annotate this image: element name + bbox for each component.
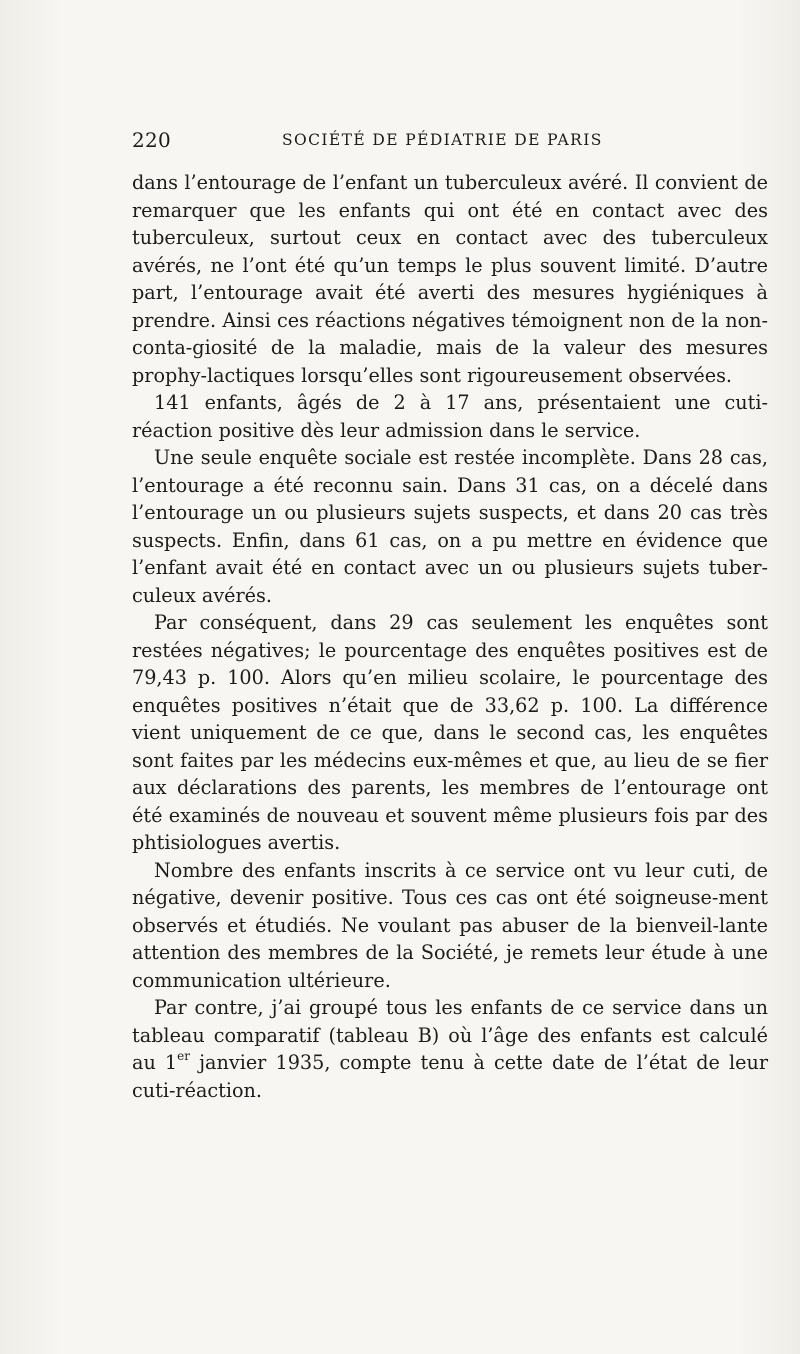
paragraph-comparative-table: [132, 994, 768, 1104]
paragraph-admission: 141 enfants, âgés de 2 à 17 ans, présentaient une cuti-réaction positive dès leur admission dans le service.: [132, 391, 768, 442]
paragraph-percentages: Par conséquent, dans 29 cas seulement les enquêtes sont restées négatives; le pourcentage des enquêtes positives est de 79,43 p. 100. Alors qu’en milieu scolaire, le pourcentage des enquêtes positives n’était que de 33,62 p. 100. La différence vient uniquement de ce que, dans le second cas, les enquêtes sont faites par les médecins eux-mêmes et que, au lieu de se fier aux déclarations des parents, les membres de l’entourage ont été examinés de nouveau et souvent même plusieurs fois par des phtisiologues avertis.: [132, 611, 768, 854]
running-title: SOCIÉTÉ DE PÉDIATRIE DE PARIS: [282, 131, 603, 149]
paragraph-converted-cases: Nombre des enfants inscrits à ce service ont vu leur cuti, de négative, devenir positive. Tous ces cas ont été soigneuse-ment observés et étudiés. Ne voulant pas abuser de la bienveil-lante attention des membres de la Société, je remets leur étude à une communication ultérieure.: [132, 858, 768, 992]
paragraph-continued: dans l’entourage de l’enfant un tuberculeux avéré. Il convient de remarquer que les enfants qui ont été en contact avec des tuberculeux, surtout ceux en contact avec des tuberculeux avérés, ne l’ont été qu’un temps le plus souvent limité. D’autre part, l’entourage avait été averti des mesures hygiéniques à prendre. Ainsi ces réactions négatives témoignent non de la non-conta-giosité de la maladie, mais de la valeur des mesures prophy-lactiques lorsqu’elles sont rigoureusement observées.: [132, 171, 768, 387]
paragraph-text-before-superscript: Par contre, j’ai groupé tous les enfants de ce service dans un tableau comparatif (tableau B) où l’âge des enfants est calculé au 1: [132, 996, 768, 1074]
paragraph-social-inquiry: Une seule enquête sociale est restée incomplète. Dans 28 cas, l’entourage a été reconnu sain. Dans 31 cas, on a décelé dans l’entourage un ou plusieurs sujets suspects, et dans 20 cas très suspects. Enfin, dans 61 cas, on a pu mettre en évidence que l’enfant avait été en contact avec un ou plusieurs sujets tuber-culeux avérés.: [132, 446, 768, 607]
paragraph-text-after-superscript: janvier 1935, compte tenu à cette date de l’état de leur cuti-réaction.: [132, 1051, 769, 1102]
page-header: [132, 128, 768, 158]
ordinal-superscript: er: [177, 1048, 190, 1063]
page-number: 220: [132, 128, 172, 152]
body-text: [132, 169, 768, 1104]
